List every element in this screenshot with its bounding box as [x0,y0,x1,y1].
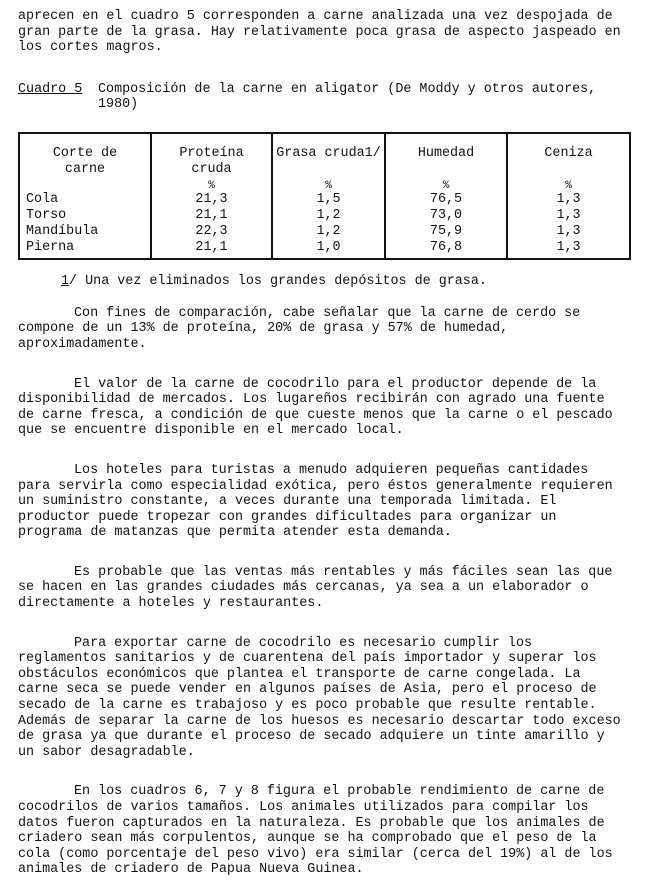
body-paragraph [18,565,628,612]
table-row [19,208,630,224]
unit-cell: % [272,177,385,192]
table-row [19,224,630,240]
protein-value: 21,3 [151,192,272,208]
header-proteina: Proteína cruda [151,133,272,177]
caption-line: Composición de la carne en aligator (De Moddy y otros autores, [98,81,597,97]
text-line: directamente a hoteles y restaurantes. [18,596,324,612]
fat-value: 1,2 [272,208,385,224]
text-line: de carne fresca, a condición de que cueste menos que la carne o el pescado [18,407,613,423]
text-line: cola (como porcentaje del peso vivo) era similar (cerca del 19%) al de los [18,846,613,862]
composition-table [18,132,631,260]
text-line: criadero sean más corpulentos, aunque se ha comprobado que el peso de la [18,831,597,847]
unit-cell: % [385,177,507,192]
unit-cell [19,177,151,192]
header-corte: Corte de carne [52,145,118,177]
moisture-value: 73,0 [385,208,507,224]
text-line: productor puede tropezar con grandes dificultades para organizar un [18,509,557,525]
text-line: compone de un 13% de proteína, 20% de grasa y 57% de humedad, [18,321,509,337]
table-label: Cuadro 5 [18,81,83,97]
table-footnote [18,274,628,290]
text-line: carne seca se puede vender en algunos países de Asia, pero el proceso de [18,682,597,698]
text-line: Para exportar carne de cocodrilo es necesario cumplir los [74,635,533,651]
body-paragraph [18,784,628,878]
text-line: un sabor desagradable. [18,744,195,760]
table-caption-text [98,82,596,113]
text-line: secado de la carne es trabajoso y es poco probable que resulte rentable. [18,698,597,714]
text-line: aprecen en el cuadro 5 corresponden a carne analizada una vez despojada de [18,9,613,24]
header-grasa: Grasa cruda1/ [272,133,385,177]
text-line: para servirla como especialidad exótica, pero éstos generalmente requieren [18,478,613,494]
cut-name: Cola [26,192,59,208]
text-line: cocodrilos de varios tamaños. Los animales utilizados para compilar los [18,800,589,815]
cut-name: Mandíbula [26,224,99,240]
text-line: aproximadamente. [18,336,147,352]
footnote-text: / Una vez eliminados los grandes depósitos de grasa. [69,274,487,290]
unit-cell: % [151,177,272,192]
fat-value: 1,0 [272,240,385,259]
protein-value: 21,1 [151,208,272,224]
unit-cell: % [507,177,630,192]
text-line: reglamentos sanitarios y de cuarentena del país importador y superar los [18,651,597,667]
ash-value: 1,3 [507,224,630,240]
header-ceniza: Ceniza [507,133,630,177]
text-line: un suministro constante, a veces durante una temporada limitada. El [18,494,557,510]
text-line: animales de criadero de Papua Nueva Guinea. [18,862,364,878]
ash-value: 1,3 [507,240,630,259]
protein-value: 22,3 [151,224,272,240]
moisture-value: 76,5 [385,192,507,208]
ash-value: 1,3 [507,208,630,224]
text-line: obstáculos económicos que plantea el transporte de carne congelada. La [18,666,581,682]
table-header-row [19,133,630,177]
table-units-row [19,177,630,192]
document-page [18,9,628,878]
fat-value: 1,2 [272,224,385,240]
ash-value: 1,3 [507,192,630,208]
text-line: Además de separar la carne de los huesos es necesario descartar todo exceso [18,713,621,729]
text-line: se hacen en las grandes ciudades más cercanas, ya sea a un elaborador o [18,580,589,596]
text-line: disponibilidad de mercados. Los lugareños recibirán con agrado una fuente [18,392,605,408]
body-paragraph [18,377,628,439]
intro-paragraph [18,9,628,56]
text-line: de grasa ya que durante el proceso de secado adquiere un tinte amarillo y [18,729,605,745]
footnote-mark: 1 [61,274,70,290]
text-line: programa de matanzas que permita atender esta demanda. [18,525,452,541]
table-row [19,192,630,208]
table-caption [18,82,628,113]
body-paragraph [18,636,628,761]
moisture-value: 76,8 [385,240,507,259]
table-row [19,240,630,259]
body-paragraph [18,463,628,541]
cut-name: Pierna [26,240,75,256]
text-line: Los hoteles para turistas a menudo adquieren pequeñas cantidades [74,462,589,478]
fat-value: 1,5 [272,192,385,208]
text-line: Con fines de comparación, cabe señalar que la carne de cerdo se [74,305,581,321]
text-line: que se encuentre disponible en el mercado local. [18,423,404,439]
caption-line: 1980) [98,97,139,113]
moisture-value: 75,9 [385,224,507,240]
protein-value: 21,1 [151,240,272,259]
text-line: Es probable que las ventas más rentables y más fáciles sean las que [74,564,613,580]
text-line: datos fueron capturados en la naturaleza. Es probable que los animales de [18,815,605,831]
text-line: gran parte de la grasa. Hay relativamente poca grasa de aspecto jaspeado en [18,24,621,40]
body-paragraph [18,306,628,353]
text-line: En los cuadros 6, 7 y 8 figura el probable rendimiento de carne de [74,784,605,800]
text-line: los cortes magros. [18,40,163,56]
header-humedad: Humedad [385,133,507,177]
text-line: El valor de la carne de cocodrilo para el productor depende de la [74,376,597,392]
cut-name: Torso [26,208,67,224]
